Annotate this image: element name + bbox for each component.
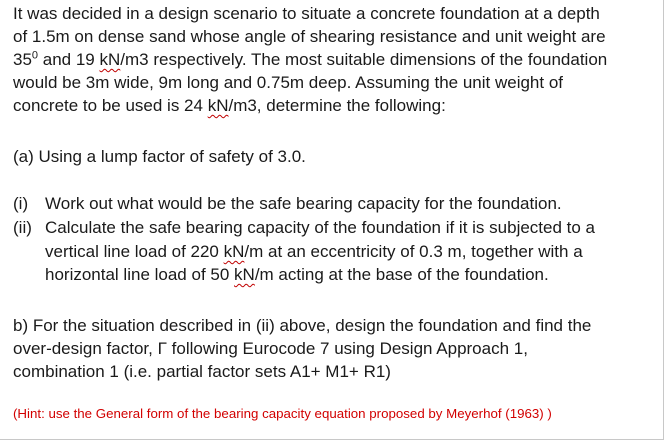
intro-line-2: of 1.5m on dense sand whose angle of shearing resistance and unit weight are [13, 27, 606, 46]
item-ii-line-3: horizontal line load of 50 kN/m acting at the base of the foundation. [45, 265, 549, 284]
item-ii-line-2: vertical line load of 220 kN/m at an eccentricity of 0.3 m, together with a [45, 242, 583, 261]
intro-line-3: $35^0$ and 19 kN/m3 respectively. The most suitable dimensions of the foundation [13, 49, 608, 69]
item-ii-number: (ii) [13, 218, 32, 237]
hint-text: (Hint: use the General form of the bearing capacity equation proposed by Meyerhof (1963) ) [13, 406, 552, 421]
part-b-line-1: b) For the situation described in (ii) above, design the foundation and find the [13, 316, 592, 335]
intro-line-5: concrete to be used is 24 kN/m3, determine the following: [13, 96, 446, 115]
spellcheck-word: kN [99, 50, 121, 69]
intro-line-1: It was decided in a design scenario to situate a concrete foundation at a depth [13, 4, 600, 23]
item-i-text: Work out what would be the safe bearing capacity for the foundation. [45, 194, 562, 213]
part-a-heading: (a) Using a lump factor of safety of 3.0. [13, 147, 306, 166]
intro-line-4: would be 3m wide, 9m long and 0.75m deep. Assuming the unit weight of [13, 73, 564, 92]
spellcheck-word: kN [207, 96, 229, 115]
part-b-line-2: over-design factor, Γ following Eurocode 7 using Design Approach 1, [13, 339, 528, 358]
item-ii-line-1: Calculate the safe bearing capacity of the foundation if it is subjected to a [45, 218, 596, 237]
item-i-number: (i) [13, 194, 29, 213]
spellcheck-word: kN [223, 242, 245, 261]
spellcheck-word: kN [234, 265, 255, 284]
part-b-line-3: combination 1 (i.e. partial factor sets A1+ M1+ R1) [13, 362, 391, 381]
